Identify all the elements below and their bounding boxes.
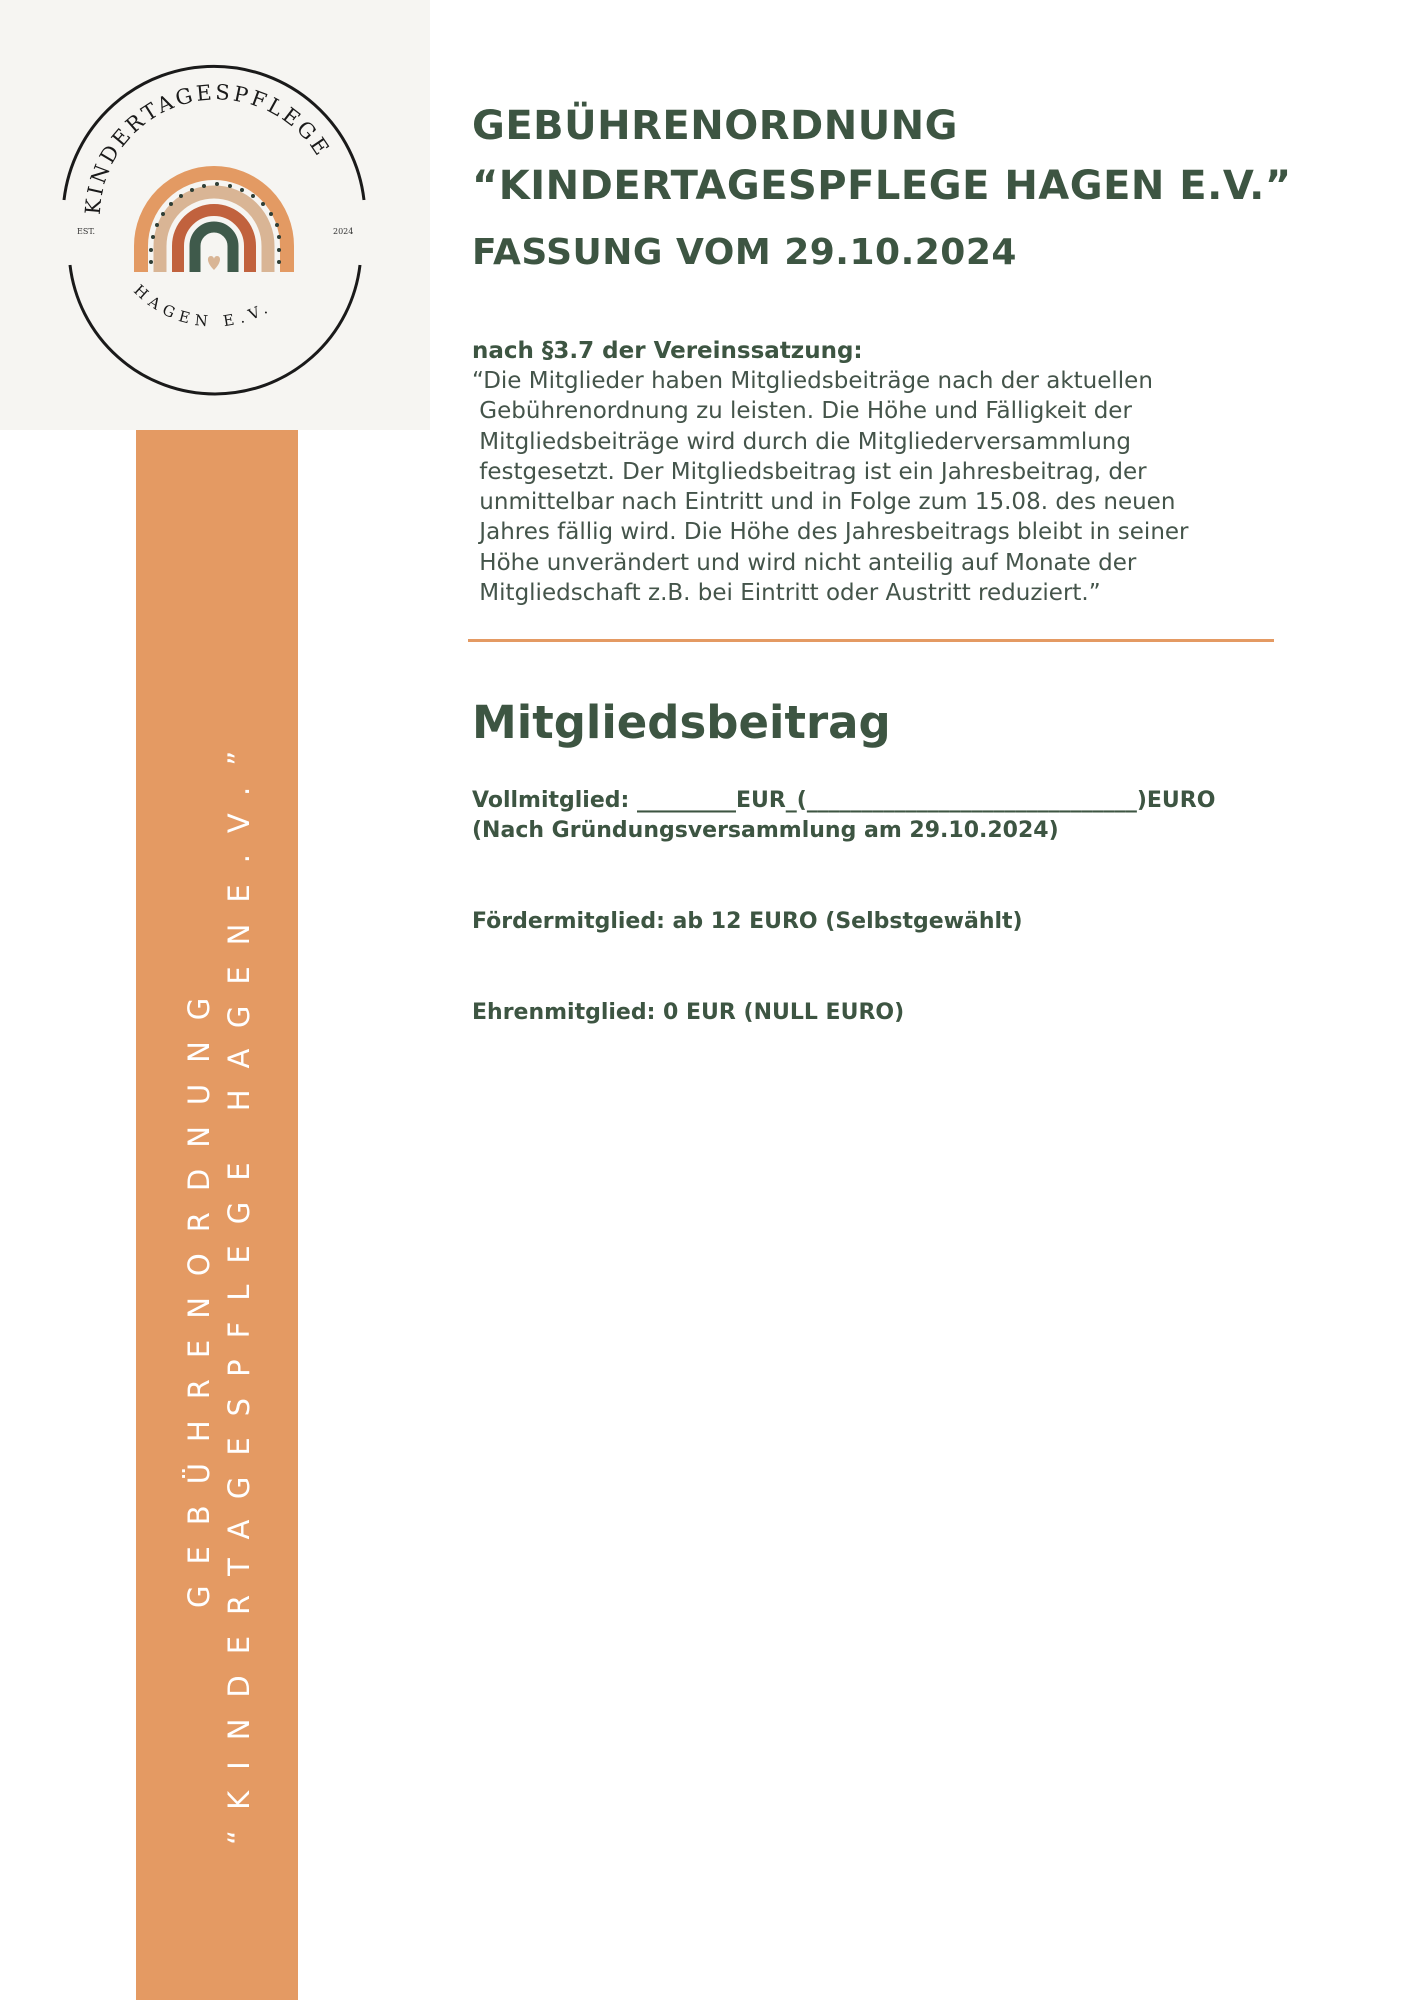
organization-logo [0,0,430,430]
page-title-line1: GEBÜHRENORDNUNG [472,103,958,149]
page-title-line2: “KINDERTAGESPFLEGE HAGEN E.V.” [472,163,1292,209]
logo-est-label: EST. [77,227,96,236]
logo-panel [0,0,430,430]
section-divider [468,639,1274,642]
fees-section-title: Mitgliedsbeitrag [472,696,891,749]
side-accent-bar [136,430,298,2000]
vertical-title-line2: “KINDERTAGESPFLEGE HAGENE.V.” [222,729,256,1845]
page-title [472,96,1292,216]
logo-year: 2024 [333,227,354,236]
heart-icon [208,256,220,270]
full-member-note: (Nach Gründungsversammlung am 29.10.2024) [472,818,1059,843]
rainbow-icon [141,173,287,272]
logo-arc-bottom-text: HAGEN E.V. [130,280,276,331]
statute-heading: nach §3.7 der Vereinssatzung: [472,338,863,364]
logo-arc-top-text: KINDERTAGESPFLEGE [80,80,336,216]
page-subtitle: FASSUNG VOM 29.10.2024 [472,232,1017,273]
honorary-member-fee: Ehrenmitglied: 0 EUR (NULL EURO) [472,1000,905,1025]
statute-quote: “Die Mitglieder haben Mitgliedsbeiträge nach der aktuellen Gebührenordnung zu leisten. Die Höhe und Fälligkeit der Mitgliedsbeiträge wird durch die Mitgliederversammlung festgesetzt. Der Mitgliedsbeitrag ist ein Jahresbeitrag, der unmittelbar nach Eintritt und in Folge zum 15.08. des neuen Jahres fällig wird. Die Höhe des Jahresbeitrags bleibt in seiner Höhe unverändert und wird nicht anteilig auf Monate der Mitgliedschaft z.B. bei Eintritt oder Austritt reduziert.” [472,368,1189,607]
supporting-member-fee: Fördermitglied: ab 12 EURO (Selbstgewählt) [472,909,1023,934]
vertical-title-line1: GEBÜHRENORDNUNG [182,976,216,1608]
full-member-fee: Vollmitglied: _________EUR_(______________________________)EURO [472,788,1216,813]
